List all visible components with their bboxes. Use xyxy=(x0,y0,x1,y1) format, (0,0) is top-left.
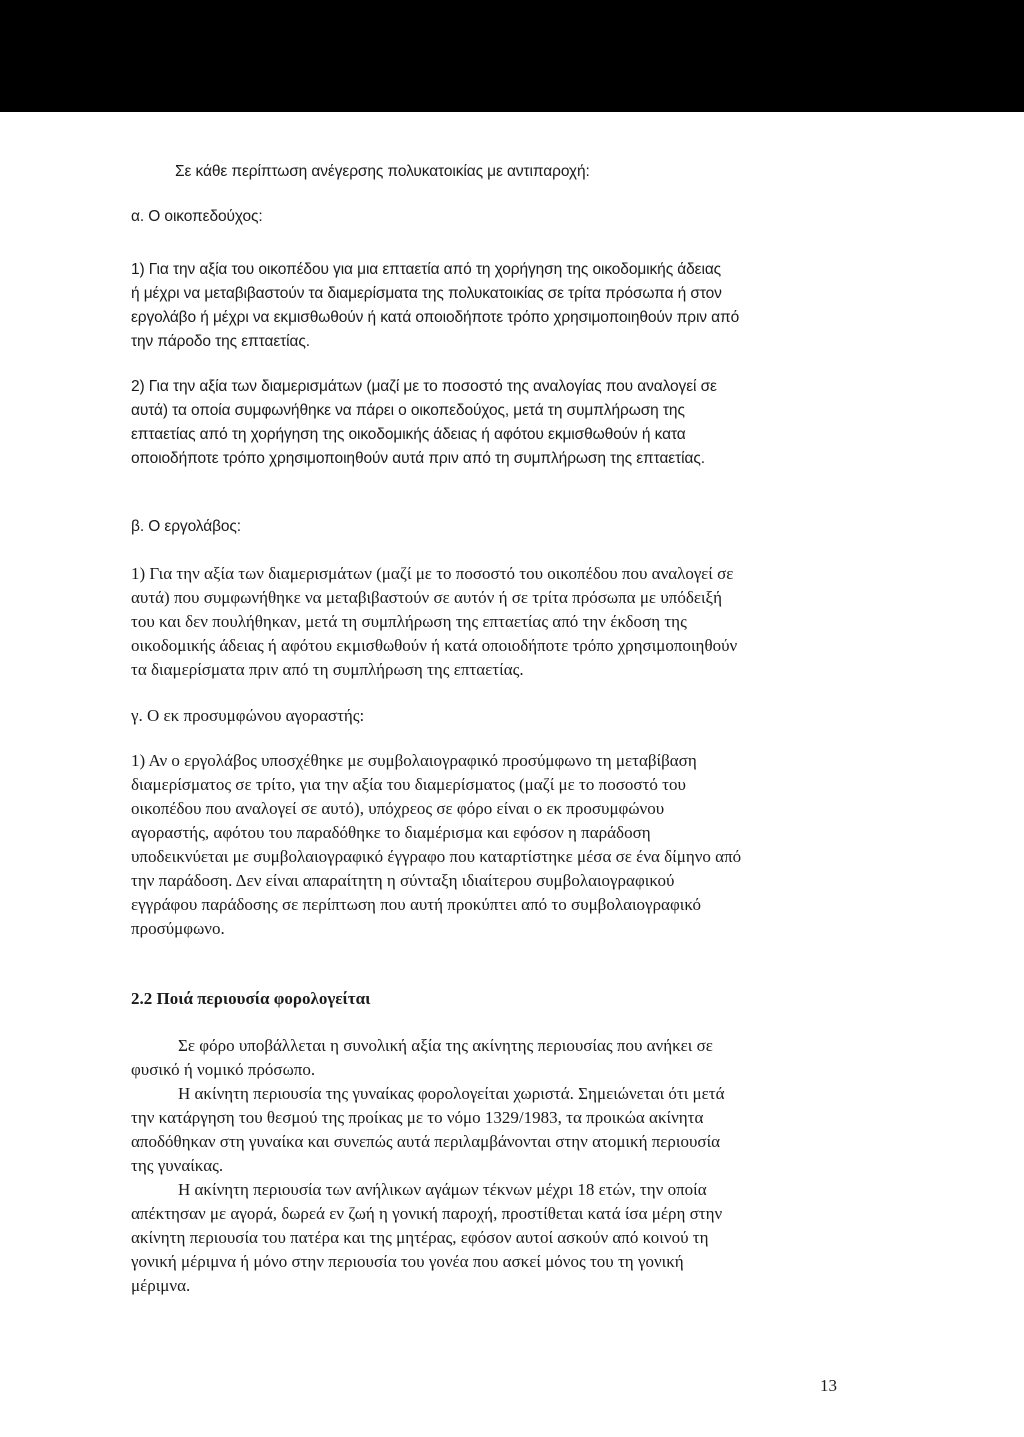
text-line: αποδόθηκαν στη γυναίκα και συνεπώς αυτά περιλαμβάνονται στην ατομική περιουσία xyxy=(131,1132,721,1151)
text-line: προσύμφωνο. xyxy=(131,919,225,938)
text-line: εγγράφου παράδοσης σε περίπτωση που αυτή προκύπτει από το συμβολαιογραφικό xyxy=(131,895,702,914)
text-line: 1) Αν ο εργολάβος υποσχέθηκε με συμβολαιογραφικό προσύμφωνο τη μεταβίβαση xyxy=(131,751,697,770)
text-line: φυσικό ή νομικό πρόσωπο. xyxy=(131,1060,316,1079)
text-line: ακίνητη περιουσία του πατέρα και της μητέρας, εφόσον αυτοί ασκούν από κοινού τη xyxy=(131,1228,709,1247)
text-line: του και δεν πουλήθηκαν, μετά τη συμπλήρωση της επταετίας από την έκδοση της xyxy=(131,612,687,631)
text-line: γονική μέριμνα ή μόνο στην περιουσία του γονέα που ασκεί μόνος του τη γονική xyxy=(131,1252,684,1271)
text-line: οικοπέδου που αναλογεί σε αυτό), υπόχρεος σε φόρο είναι ο εκ προσυμφώνου xyxy=(131,799,665,818)
intro-text: Σε κάθε περίπτωση ανέγερσης πολυκατοικίας με αντιπαροχή: xyxy=(175,163,590,180)
text-line: Η ακίνητη περιουσία των ανήλικων αγάμων τέκνων μέχρι 18 ετών, την οποία xyxy=(178,1180,707,1199)
page-number: 13 xyxy=(820,1376,837,1395)
text-line: αυτά) τα οποία συμφωνήθηκε να πάρει ο οικοπεδούχος, μετά τη συμπλήρωση της xyxy=(131,402,685,419)
text-line: Σε φόρο υποβάλλεται η συνολική αξία της ακίνητης περιουσίας που ανήκει σε xyxy=(178,1036,713,1055)
section-a-heading: α. Ο οικοπεδούχος: xyxy=(131,208,263,225)
text-line: απέκτησαν με αγορά, δωρεά εν ζωή η γονική παροχή, προστίθεται κατά ίσα μέρη στην xyxy=(131,1204,723,1223)
text-line: 2) Για την αξία των διαμερισμάτων (μαζί με το ποσοστό της αναλογίας που αναλογεί σε xyxy=(131,378,717,395)
text-line: τα διαμερίσματα πριν από τη συμπλήρωση της επταετίας. xyxy=(131,660,524,679)
text-line: 1) Για την αξία των διαμερισμάτων (μαζί με το ποσοστό του οικοπέδου που αναλογεί σε xyxy=(131,564,734,583)
text-line: της γυναίκας. xyxy=(131,1156,224,1175)
text-line: την κατάργηση του θεσμού της προίκας με το νόμο 1329/1983, τα προικώα ακίνητα xyxy=(131,1108,704,1127)
text-line: ή μέχρι να μεταβιβαστούν τα διαμερίσματα της πολυκατοικίας σε τρίτα πρόσωπα ή στον xyxy=(131,285,722,302)
scan-top-border xyxy=(0,0,1024,112)
text-line: διαμερίσματος σε τρίτο, για την αξία του διαμερίσματος (μαζί με το ποσοστό του xyxy=(131,775,686,794)
text-line: οποιοδήποτε τρόπο χρησιμοποιηθούν αυτά πριν από τη συμπλήρωση της επταετίας. xyxy=(131,450,705,467)
section-c-heading: γ. Ο εκ προσυμφώνου αγοραστής: xyxy=(131,706,365,725)
text-line: μέριμνα. xyxy=(131,1276,191,1295)
text-line: την παράδοση. Δεν είναι απαραίτητη η σύνταξη ιδιαίτερου συμβολαιογραφικού xyxy=(131,871,675,890)
text-line: εργολάβο ή μέχρι να εκμισθωθούν ή κατά οποιοδήποτε τρόπο χρησιμοποιηθούν πριν από xyxy=(131,309,740,326)
section-b-heading: β. Ο εργολάβος: xyxy=(131,518,241,535)
text-line: αυτά) που συμφωνήθηκε να μεταβιβαστούν σε αυτόν ή σε τρίτα πρόσωπα με υπόδειξή xyxy=(131,588,723,607)
text-line: οικοδομικής άδειας ή αφότου εκμισθωθούν ή κατά οποιοδήποτε τρόπο χρησιμοποιηθούν xyxy=(131,636,738,655)
text-line: Η ακίνητη περιουσία της γυναίκας φορολογείται χωριστά. Σημειώνεται ότι μετά xyxy=(178,1084,725,1103)
text-line: υποδεικνύεται με συμβολαιογραφικό έγγραφο που καταρτίστηκε μέσα σε ένα δίμηνο από xyxy=(131,847,742,866)
text-line: 1) Για την αξία του οικοπέδου για μια επταετία από τη χορήγηση της οικοδομικής άδειας xyxy=(131,261,722,278)
text-line: αγοραστής, αφότου του παραδόθηκε το διαμέρισμα και εφόσον η παράδοση xyxy=(131,823,651,842)
text-line: την πάροδο της επταετίας. xyxy=(131,333,310,350)
text-line: επταετίας από τη χορήγηση της οικοδομικής άδειας ή αφότου εκμισθωθούν ή κατα xyxy=(131,426,686,443)
section-2-2-heading: 2.2 Ποιά περιουσία φορολογείται xyxy=(131,989,371,1008)
